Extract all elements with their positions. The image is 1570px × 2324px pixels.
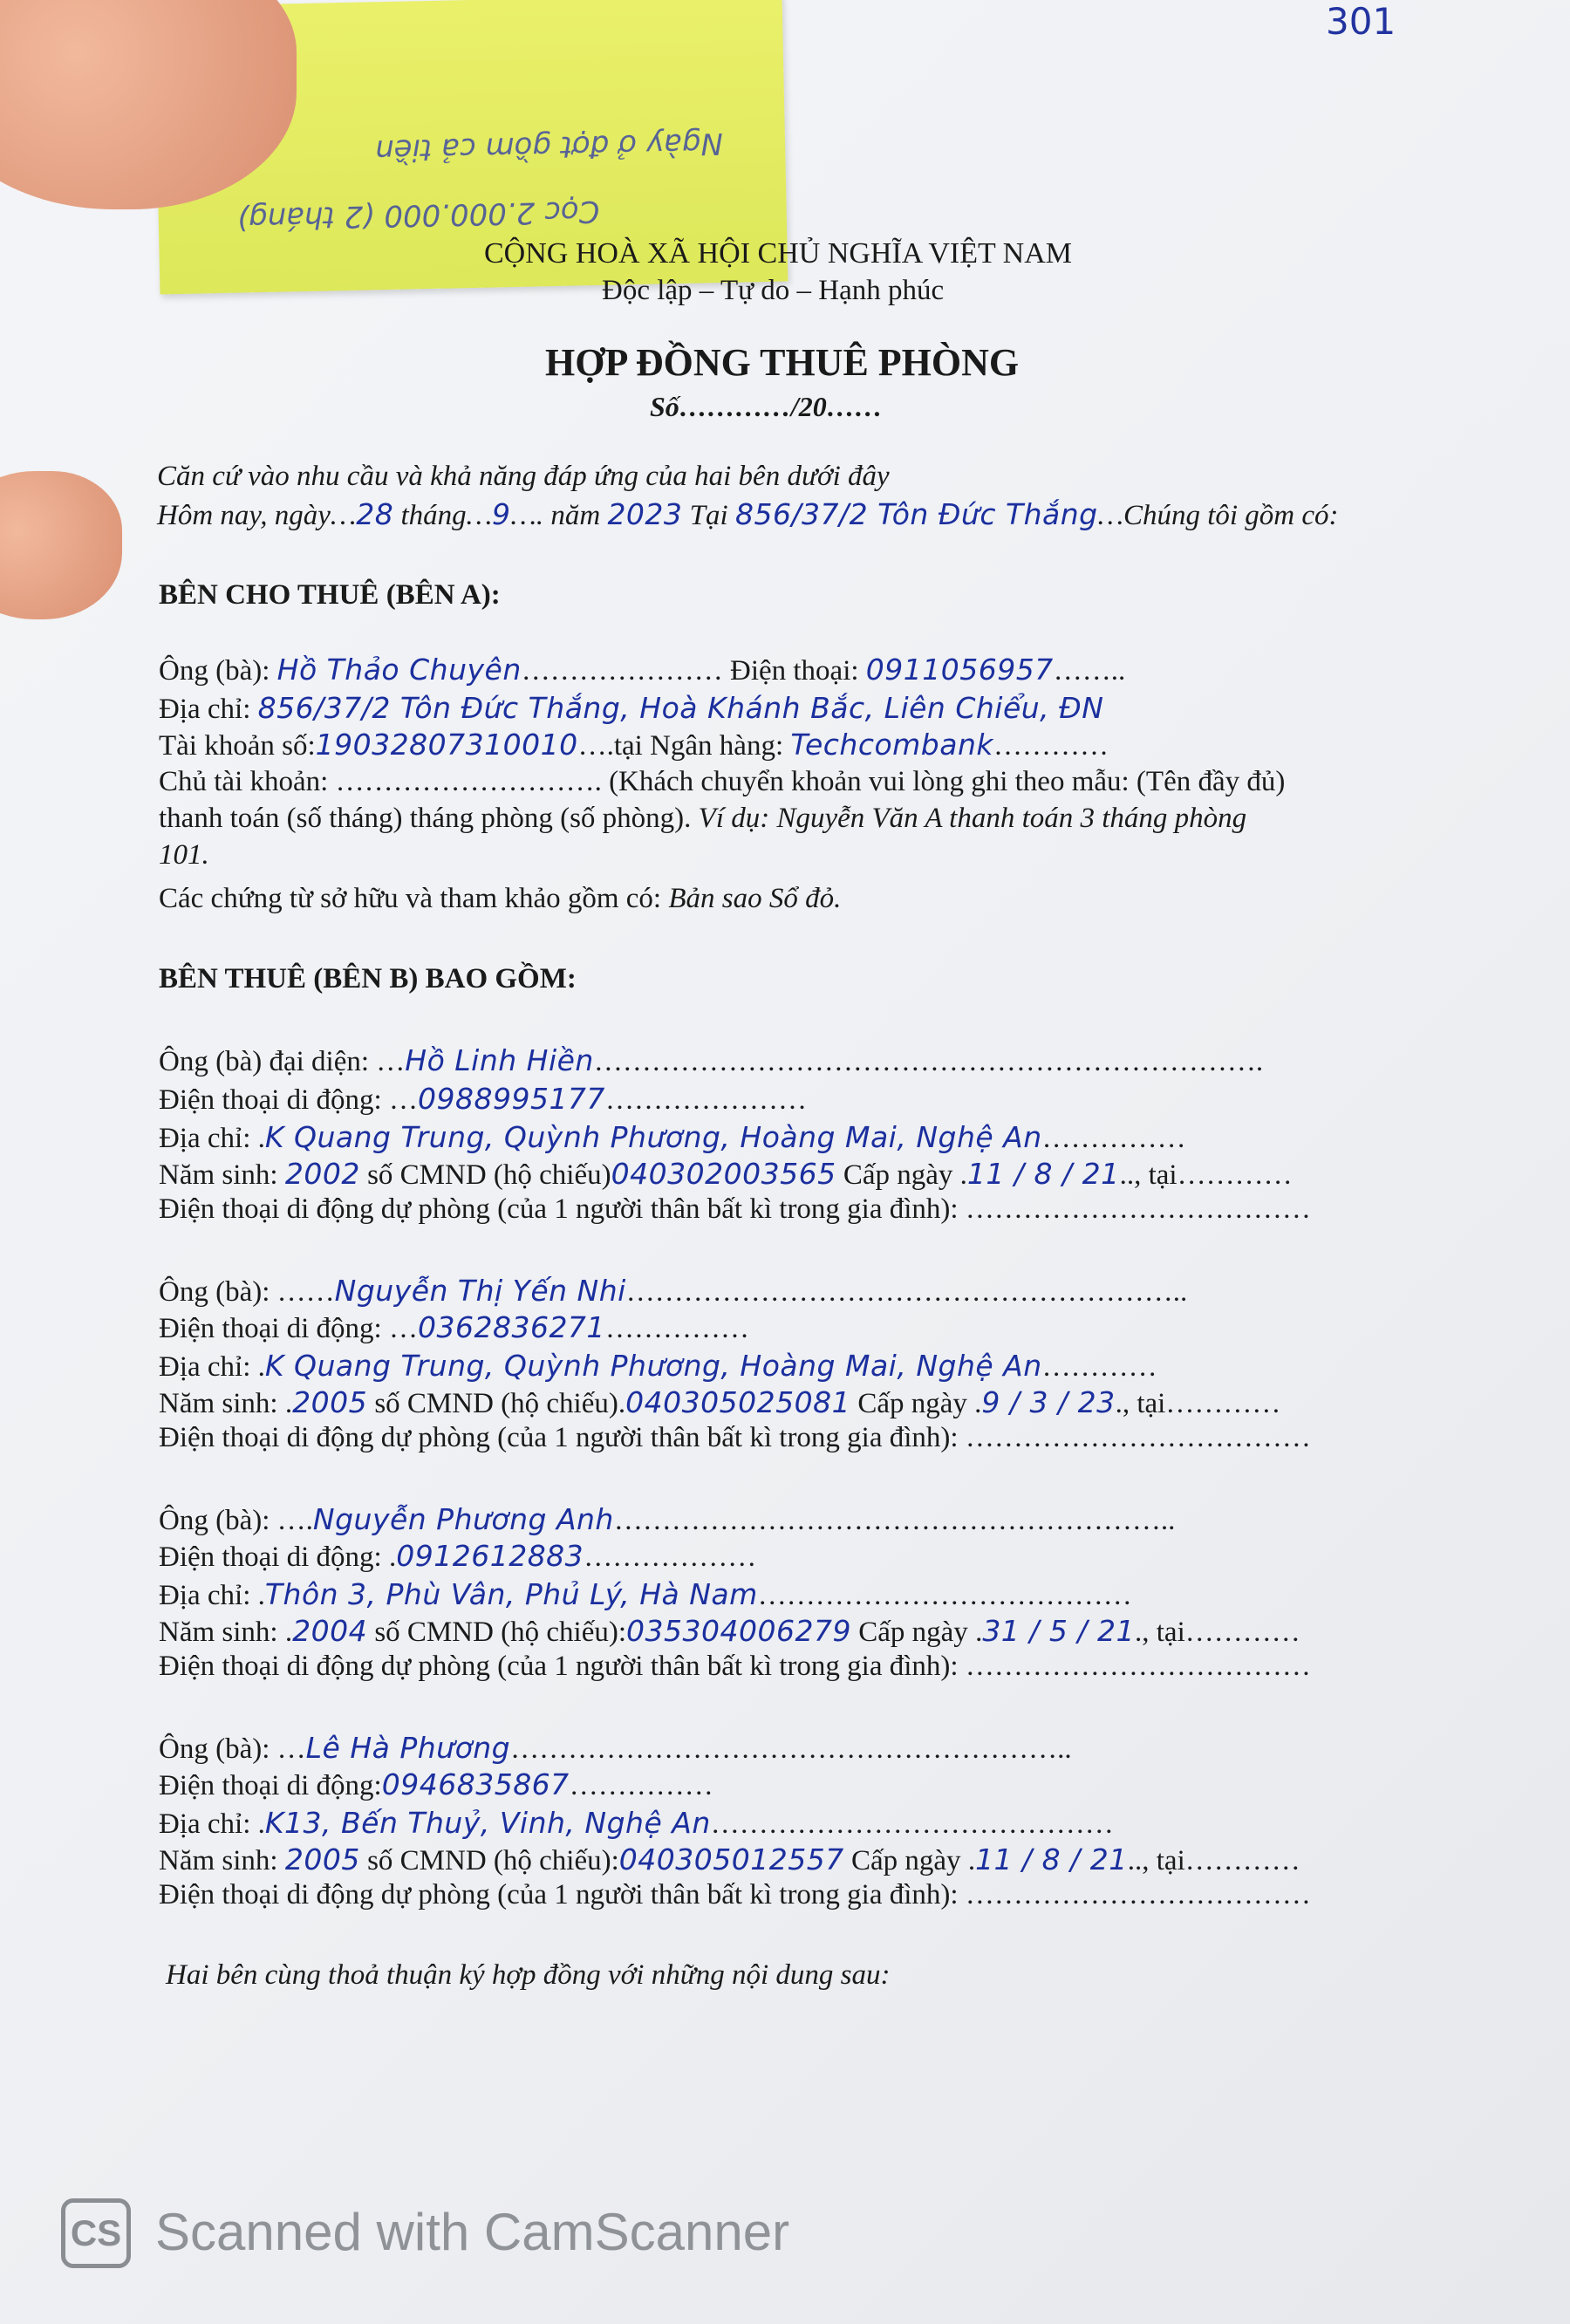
- sticky-note-line1: Ngày ở đợt gồm cả tiền: [374, 125, 724, 168]
- member-2-birth: 2005: [292, 1385, 368, 1419]
- member-3-name-line: Ông (bà): ….Nguyễn Phương Anh…………………………………………………..: [159, 1502, 1176, 1536]
- party-b-heading: BÊN THUÊ (BÊN B) BAO GỒM:: [159, 963, 577, 995]
- date-month: 9: [492, 497, 511, 531]
- member-3-id: 035304006279: [626, 1614, 851, 1648]
- member-2-name: Nguyễn Thị Yến Nhi: [334, 1274, 626, 1308]
- camscanner-watermark: Scanned with CamScanner: [155, 2203, 790, 2261]
- member-1-issue-date: 11 / 8 / 21: [966, 1157, 1120, 1191]
- member-4-id-line: Năm sinh: 2005 số CMND (hộ chiếu):040305012557 Cấp ngày .11 / 8 / 21.., tại…………: [159, 1842, 1300, 1876]
- month-label: tháng: [400, 500, 467, 531]
- party-a-address: 856/37/2 Tôn Đức Thắng, Hoà Khánh Bắc, Liên Chiểu, ĐN: [257, 691, 1104, 725]
- member-3-backup-line: Điện thoại di động dự phòng (của 1 người thân bất kì trong gia đình): ………………………………: [159, 1651, 1311, 1682]
- camscanner-logo-icon: CS: [61, 2198, 131, 2268]
- date-prefix: Hôm nay, ngày: [157, 500, 331, 531]
- member-2-mobile: 0362836271: [417, 1310, 605, 1344]
- member-2-address: K Quang Trung, Quỳnh Phương, Hoàng Mai, Nghệ An: [264, 1349, 1042, 1383]
- member-1-mobile: 0988995177: [417, 1082, 605, 1116]
- motto: Độc lập – Tự do – Hạnh phúc: [602, 275, 945, 306]
- party-a-address-line: Địa chỉ: 856/37/2 Tôn Đức Thắng, Hoà Khánh Bắc, Liên Chiểu, ĐN: [159, 691, 1104, 725]
- place-label: Tại: [689, 500, 728, 531]
- intro-line: Căn cứ vào nhu cầu và khả năng đáp ứng của hai bên dưới đây: [157, 461, 890, 492]
- party-a-phone: 0911056957: [865, 653, 1054, 687]
- party-a-bank: Techcombank: [790, 728, 993, 762]
- member-3-address: Thôn 3, Phù Vân, Phủ Lý, Hà Nam: [264, 1577, 758, 1611]
- member-3-address-line: Địa chỉ: .Thôn 3, Phù Vân, Phủ Lý, Hà Nam…………………………………: [159, 1577, 1132, 1611]
- date-day: 28: [356, 497, 394, 531]
- closing-line: Hai bên cùng thoả thuận ký hợp đồng với những nội dung sau:: [166, 1959, 891, 1991]
- member-3-name: Nguyễn Phương Anh: [312, 1502, 614, 1536]
- member-2-address-line: Địa chỉ: .K Quang Trung, Quỳnh Phương, Hoàng Mai, Nghệ An…………: [159, 1349, 1157, 1383]
- year-label: năm: [550, 500, 601, 531]
- page-number: 301: [1326, 0, 1396, 43]
- member-4-birth: 2005: [284, 1842, 360, 1876]
- member-1-address-line: Địa chỉ: .K Quang Trung, Quỳnh Phương, Hoàng Mai, Nghệ An……………: [159, 1120, 1186, 1154]
- member-2-backup-line: Điện thoại di động dự phòng (của 1 người thân bất kì trong gia đình): ………………………………: [159, 1422, 1311, 1453]
- member-4-mobile: 0946835867: [381, 1767, 570, 1801]
- party-a-note-line2: thanh toán (số tháng) tháng phòng (số phòng). Ví dụ: Nguyễn Văn A thanh toán 3 tháng phòng: [159, 803, 1247, 834]
- member-4-issue-date: 11 / 8 / 21: [975, 1842, 1128, 1876]
- contract-number: Số…………/20……: [650, 391, 883, 422]
- party-a-docs-line: Các chứng từ sở hữu và tham khảo gồm có: Bản sao Sổ đỏ.: [159, 883, 842, 914]
- member-1-name-line: Ông (bà) đại diện: …Hồ Linh Hiền…………………………………………………………….: [159, 1043, 1264, 1077]
- date-place: 856/37/2 Tôn Đức Thắng: [734, 497, 1098, 531]
- member-3-mobile-line: Điện thoại di động: .0912612883………………: [159, 1539, 757, 1573]
- party-a-note-line3: 101.: [159, 839, 209, 871]
- date-year: 2023: [607, 497, 683, 531]
- nation-heading: CỘNG HOÀ XÃ HỘI CHỦ NGHĨA VIỆT NAM: [484, 237, 1073, 270]
- member-2-id-line: Năm sinh: .2005 số CMND (hộ chiếu).040305025081 Cấp ngày .9 / 3 / 23., tại…………: [159, 1385, 1281, 1419]
- member-4-address: K13, Bến Thuỷ, Vinh, Nghệ An: [264, 1806, 711, 1840]
- party-a-holder-line: Chủ tài khoản: ………………………. (Khách chuyển khoản vui lòng ghi theo mẫu: (Tên đầy đủ): [159, 766, 1286, 797]
- member-1-mobile-line: Điện thoại di động: …0988995177…………………: [159, 1082, 807, 1116]
- member-3-mobile: 0912612883: [396, 1539, 584, 1573]
- member-1-name: Hồ Linh Hiền: [405, 1043, 594, 1077]
- party-a-name-line: Ông (bà): Hồ Thảo Chuyên………………… Điện thoại: 0911056957……..: [159, 653, 1126, 687]
- member-1-id-line: Năm sinh: 2002 số CMND (hộ chiếu)040302003565 Cấp ngày .11 / 8 / 21.., tại…………: [159, 1157, 1293, 1191]
- member-1-id: 040302003565: [611, 1157, 836, 1191]
- member-2-id: 040305025081: [625, 1385, 851, 1419]
- finger-bottom: [0, 471, 122, 619]
- member-2-issue-date: 9 / 3 / 23: [981, 1385, 1116, 1419]
- party-a-heading: BÊN CHO THUÊ (BÊN A):: [159, 579, 501, 611]
- party-a-account-line: Tài khoản số:19032807310010….tại Ngân hàng: Techcombank…………: [159, 728, 1109, 762]
- member-2-name-line: Ông (bà): ……Nguyễn Thị Yến Nhi…………………………………………………..: [159, 1274, 1188, 1308]
- sticky-note-line2: Cọc 2.000.000 (2 tháng): [236, 193, 600, 236]
- member-4-id: 040305012557: [618, 1842, 844, 1876]
- member-3-id-line: Năm sinh: .2004 số CMND (hộ chiếu):035304006279 Cấp ngày .31 / 5 / 21., tại…………: [159, 1614, 1300, 1648]
- party-a-name: Hồ Thảo Chuyên: [276, 653, 522, 687]
- member-4-name: Lê Hà Phương: [305, 1731, 511, 1765]
- party-a-account: 19032807310010: [315, 728, 578, 762]
- member-4-name-line: Ông (bà): …Lê Hà Phương…………………………………………………..: [159, 1731, 1072, 1765]
- date-line: Hôm nay, ngày…28 tháng…9…. năm 2023 Tại 856/37/2 Tôn Đức Thắng…Chúng tôi gồm có:: [157, 497, 1339, 531]
- member-3-birth: 2004: [292, 1614, 368, 1648]
- page-title: HỢP ĐỒNG THUÊ PHÒNG: [545, 341, 1020, 384]
- member-1-birth: 2002: [284, 1157, 360, 1191]
- member-2-mobile-line: Điện thoại di động: …0362836271……………: [159, 1310, 749, 1344]
- member-4-backup-line: Điện thoại di động dự phòng (của 1 người thân bất kì trong gia đình): ………………………………: [159, 1879, 1311, 1910]
- member-4-address-line: Địa chỉ: .K13, Bến Thuỷ, Vinh, Nghệ An……………………………………: [159, 1806, 1114, 1840]
- member-1-address: K Quang Trung, Quỳnh Phương, Hoàng Mai, Nghệ An: [264, 1120, 1042, 1154]
- member-4-mobile-line: Điện thoại di động:0946835867……………: [159, 1767, 713, 1801]
- date-suffix: Chúng tôi gồm có:: [1123, 500, 1339, 531]
- member-1-backup-line: Điện thoại di động dự phòng (của 1 người thân bất kì trong gia đình): ………………………………: [159, 1193, 1311, 1225]
- member-3-issue-date: 31 / 5 / 21: [982, 1614, 1135, 1648]
